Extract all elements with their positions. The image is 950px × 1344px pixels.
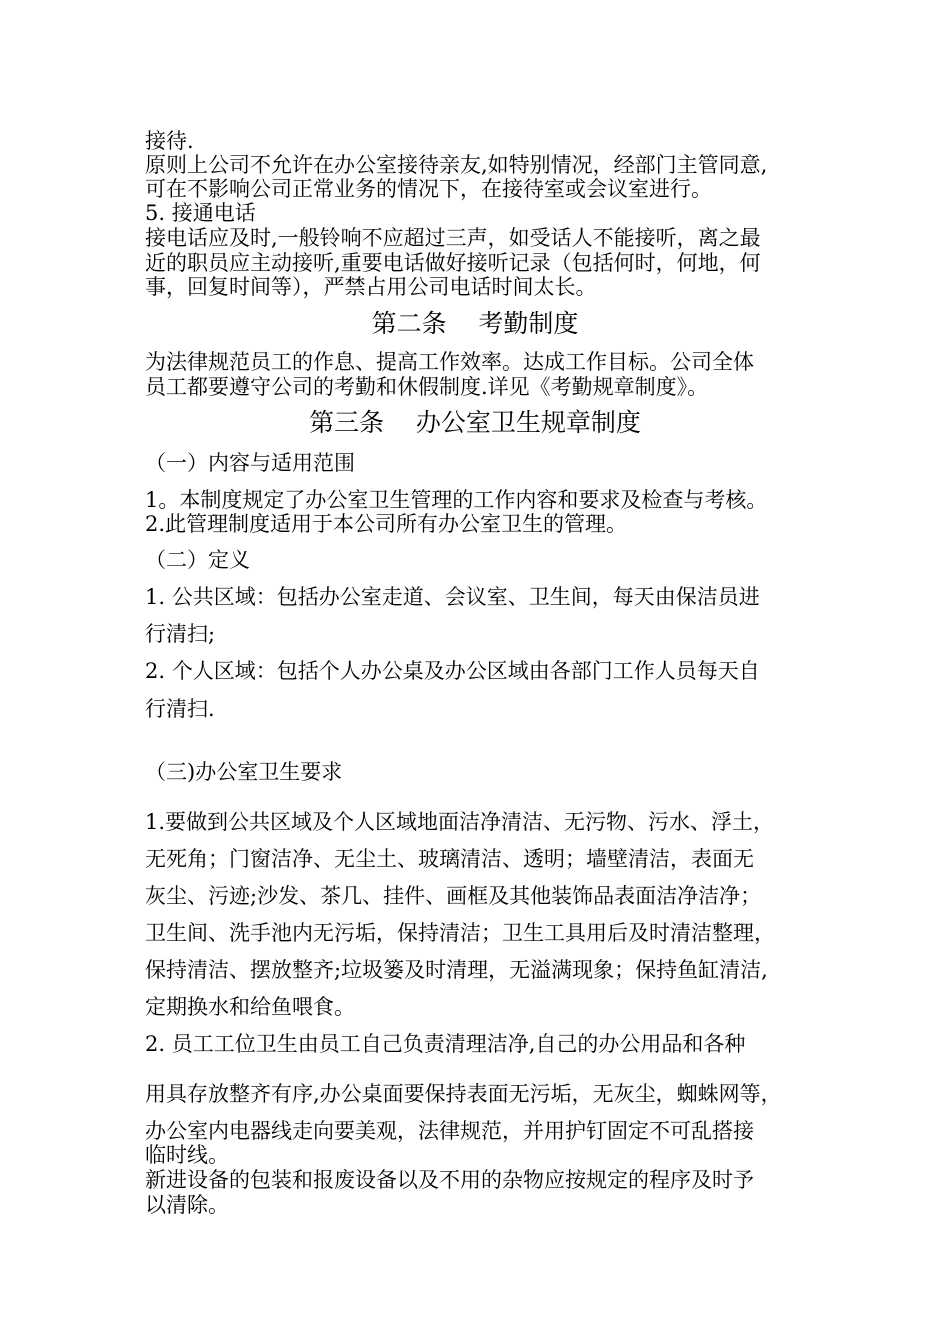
text-line: 1. 公共区域：包括办公室走道、会议室、卫生间，每天由保洁员进 — [145, 585, 760, 609]
text-line: 保持清洁、摆放整齐;垃圾篓及时清理，无溢满现象；保持鱼缸清洁, — [145, 958, 768, 982]
subsection-heading: （二）定义 — [145, 548, 250, 572]
text-line: 新进设备的包装和报废设备以及不用的杂物应按规定的程序及时予 — [145, 1168, 754, 1192]
subsection-heading: （一）内容与适用范围 — [145, 451, 355, 475]
text-line: 1。本制度规定了办公室卫生管理的工作内容和要求及检查与考核。 — [145, 488, 768, 512]
text-line: 2. 员工工位卫生由员工自己负责清理洁净,自己的办公用品和各种 — [145, 1032, 746, 1056]
text-line: 事，回复时间等），严禁占用公司电话时间太长。 — [145, 275, 597, 299]
text-line: 接电话应及时,一般铃响不应超过三声，如受话人不能接听，离之最 — [145, 226, 761, 250]
text-line: 接待. — [145, 129, 194, 153]
text-line: 2.此管理制度适用于本公司所有办公室卫生的管理。 — [145, 512, 628, 536]
text-line: 定期换水和给鱼喂食。 — [145, 995, 355, 1019]
article-heading: 第三条 办公室卫生规章制度 — [309, 408, 641, 437]
text-line: 原则上公司不允许在办公室接待亲友,如特别情况，经部门主管同意, — [145, 153, 768, 177]
text-line: 临时线。 — [145, 1143, 229, 1167]
text-line: 近的职员应主动接听,重要电话做好接听记录（包括何时，何地，何 — [145, 251, 761, 275]
text-line: 无死角；门窗洁净、无尘土、玻璃清洁、透明；墙壁清洁，表面无 — [145, 847, 754, 871]
text-line: 1.要做到公共区域及个人区域地面洁净清洁、无污物、污水、浮土， — [145, 810, 775, 834]
text-line: 灰尘、污迹;沙发、茶几、挂件、画框及其他装饰品表面洁净洁净； — [145, 884, 762, 908]
section-item-heading: 5. 接通电话 — [145, 201, 256, 225]
text-line: 以清除。 — [145, 1193, 229, 1217]
text-line: 2. 个人区域：包括个人办公桌及办公区域由各部门工作人员每天自 — [145, 659, 760, 683]
text-line: 可在不影响公司正常业务的情况下，在接待室或会议室进行。 — [145, 177, 712, 201]
text-line: 卫生间、洗手池内无污垢，保持清洁；卫生工具用后及时清洁整理， — [145, 921, 775, 945]
text-line: 为法律规范员工的作息、提高工作效率。达成工作目标。公司全体 — [145, 350, 754, 374]
subsection-heading: （三)办公室卫生要求 — [145, 760, 343, 784]
text-line: 员工都要遵守公司的考勤和休假制度.详见《考勤规章制度》。 — [145, 375, 709, 399]
text-line: 行清扫. — [145, 697, 215, 721]
text-line: 办公室内电器线走向要美观，法律规范，并用护钉固定不可乱搭接 — [145, 1119, 754, 1143]
article-heading: 第二条 考勤制度 — [371, 309, 579, 338]
text-line: 用具存放整齐有序,办公桌面要保持表面无污垢，无灰尘，蜘蛛网等， — [145, 1082, 782, 1106]
text-line: 行清扫; — [145, 622, 216, 646]
